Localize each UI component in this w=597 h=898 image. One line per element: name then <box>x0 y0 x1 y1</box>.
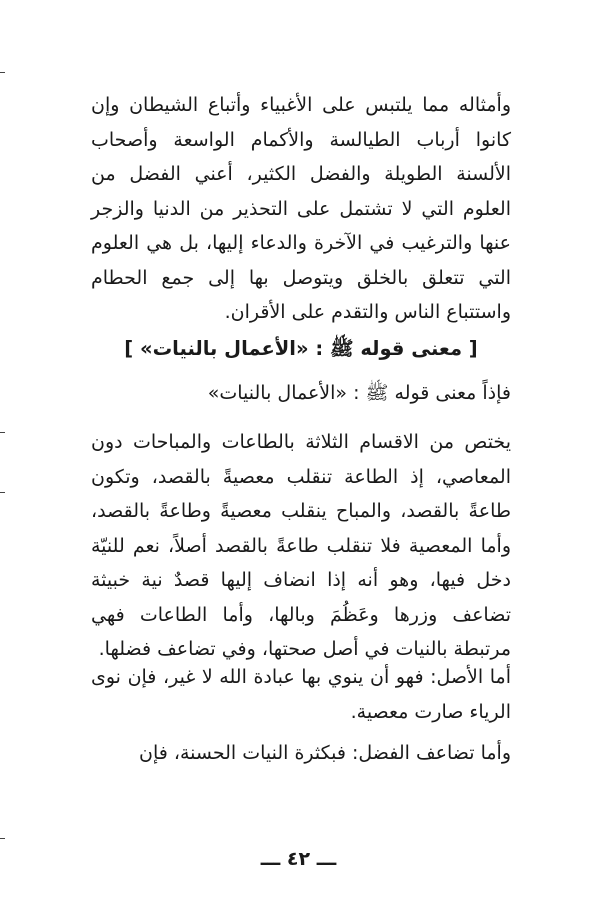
section-heading: [ معنى قوله ﷺ : «الأعمال بالنيات» ] <box>124 337 478 360</box>
page-number: ـــ ٤٢ ـــ <box>260 848 337 870</box>
paragraph-multiplied-merit: وأما تضاعف الفضل: فبكثرة النيات الحسنة، فإن <box>138 742 511 764</box>
edge-mark <box>0 72 5 73</box>
edge-mark <box>0 492 5 493</box>
paragraph-origin: أما الأصل: فهو أن ينوي بها عبادة الله لا غير، فإن نوى الرياء صارت معصية. <box>91 666 511 723</box>
edge-mark <box>0 432 5 433</box>
paragraph-intentions: يختص من الاقسام الثلاثة بالطاعات والمباحات دون المعاصي، إذ الطاعة تنقلب معصيةً بالقصد، وتكون طاعةً بالقصد، والمباح ينقلب معصيةً وطاعةً بالقصد، وأما المعصية فلا تنقلب طاعةً بالقصد أصلاً، نعم للنيّة دخل فيها، وهو أنه إذا انضاف إليها قصدٌ نية خبيثة تضاعف وزرها وعَظُمَ وبالها، وأما الطاعات فهي مرتبطة بالنيات في أصل صحتها، وفي تضاعف فضلها. <box>91 431 511 660</box>
section-subheading: فإذاً معنى قوله ﷺ : «الأعمال بالنيات» <box>207 382 511 404</box>
edge-mark <box>0 838 5 839</box>
paragraph-continuation: وأمثاله مما يلتبس على الأغبياء وأتباع الشيطان وإن كانوا أرباب الطيالسة والأكمام الواسعة وأصحاب الألسنة الطويلة والفضل الكثير، أعني الفضل من العلوم التي لا تشتمل على التحذير من الدنيا والزجر عنها والترغيب في الآخرة والدعاء إليها، بل هي العلوم التي تتعلق بالخلق ويتوصل بها إلى جمع الحطام واستتباع الناس والتقدم على الأقران. <box>91 94 511 323</box>
